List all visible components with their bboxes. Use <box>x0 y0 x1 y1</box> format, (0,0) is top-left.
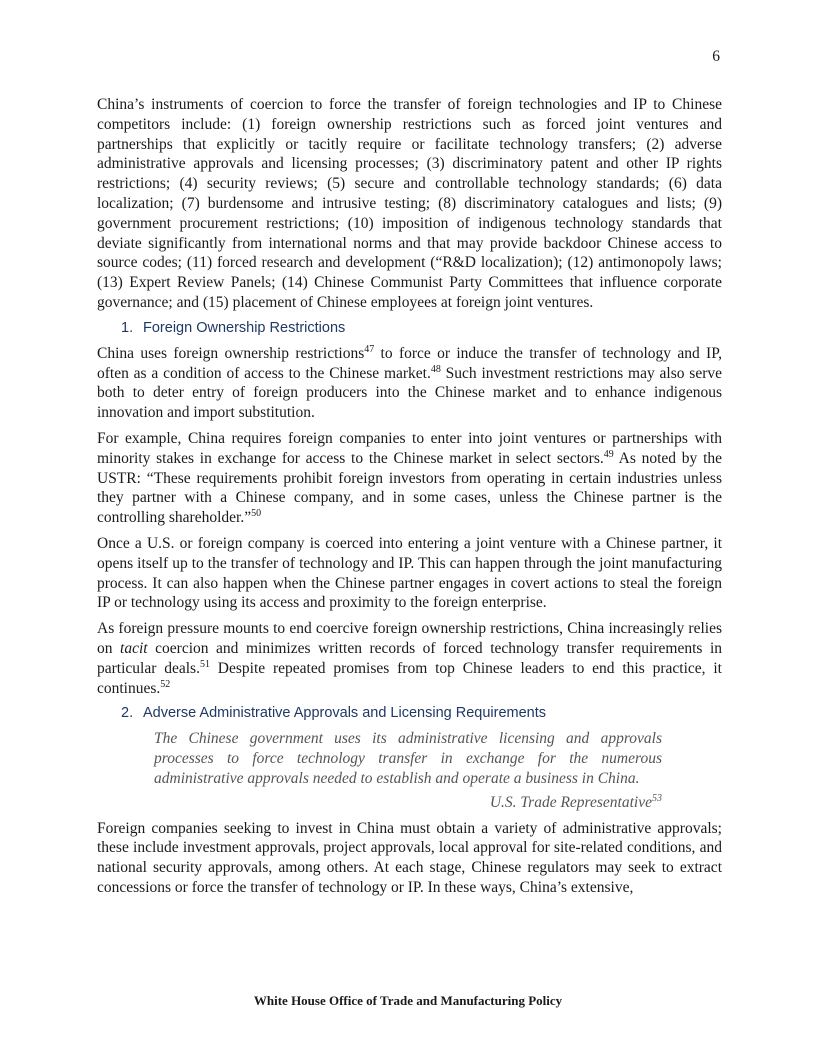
text-run: Such investment restrictions may also serve both to deter entry of foreign producers into the Chinese market and to enhance indigenous innovation and import substitution. <box>97 364 722 422</box>
footnote-ref: 47 <box>364 343 375 355</box>
paragraph <box>97 429 722 528</box>
section-title: Adverse Administrative Approvals and Licensing Requirements <box>143 705 546 722</box>
text-run: For example, China requires foreign companies to enter into joint ventures or partnerships with minority stakes in exchange for access to the Chinese market in select sectors. <box>97 429 722 467</box>
text-run: to force or induce the transfer of technology and IP, often as a condition of access to the Chinese market. <box>97 344 722 382</box>
section-number: 1. <box>121 319 134 336</box>
footnote-ref: 53 <box>652 792 662 804</box>
footnote-ref: 49 <box>603 448 614 460</box>
paragraph: Foreign companies seeking to invest in China must obtain a variety of administrative approvals; these include investment approvals, project approvals, local approval for site-related conditions, and national security approvals, among others. At each stage, Chinese regulators may seek to extract concessions or force the transfer of technology or IP. In these ways, China’s extensive, <box>97 819 722 896</box>
text-run: Despite repeated promises from top Chinese leaders to end this practice, it continues. <box>97 659 722 697</box>
footnote-ref: 52 <box>160 678 171 690</box>
section-title: Foreign Ownership Restrictions <box>143 319 346 336</box>
paragraph <box>97 344 722 423</box>
page-number: 6 <box>712 48 720 65</box>
footnote-ref: 51 <box>199 658 210 670</box>
section-heading-2 <box>97 704 722 723</box>
page-body <box>97 95 722 904</box>
emphasis: tacit <box>120 639 148 657</box>
section-heading-1 <box>97 319 722 338</box>
attribution-text: U.S. Trade Representative <box>489 793 652 811</box>
page-footer: White House Office of Trade and Manufacturing Policy <box>253 993 563 1008</box>
text-run: coercion and minimizes written records of forced technology transfer requirements in particular deals. <box>97 639 723 677</box>
footnote-ref: 50 <box>251 507 262 519</box>
intro-paragraph: China’s instruments of coercion to force the transfer of foreign technologies and IP to Chinese competitors include: (1) foreign ownership restrictions such as forced joint ventures and partnerships that explicitly or tacitly require or facilitate technology transfers; (2) adverse administrative approvals and licensing processes; (3) discriminatory patent and other IP rights restrictions; (4) security reviews; (5) secure and controllable technology standards; (6) data localization; (7) burdensome and intrusive testing; (8) discriminatory catalogues and lists; (9) government procurement restrictions; (10) imposition of indigenous technology standards that deviate significantly from international norms and that may provide backdoor Chinese access to source codes; (11) forced research and development (“R&D localization); (12) antimonopoly laws; (13) Expert Review Panels; (14) Chinese Communist Party Committees that influence corporate governance; and (15) placement of Chinese employees at foreign joint ventures. <box>97 96 722 311</box>
text-run: China uses foreign ownership restrictions <box>97 344 365 362</box>
text-run: As foreign pressure mounts to end coercive foreign ownership restrictions, China increasingly relies on <box>97 620 722 657</box>
block-quote: The Chinese government uses its administrative licensing and approvals processes to force technology transfer in exchange for the numerous administrative approvals needed to establish and operate a business in China. <box>154 730 662 787</box>
paragraph: Once a U.S. or foreign company is coerced into entering a joint venture with a Chinese partner, it opens itself up to the transfer of technology and IP. This can happen through the joint manufacturing process. It can also happen when the Chinese partner engages in covert actions to steal the foreign IP or technology using its access and proximity to the foreign enterprise. <box>97 534 722 612</box>
footnote-ref: 48 <box>430 363 441 375</box>
section-number: 2. <box>121 705 134 722</box>
paragraph <box>97 619 722 698</box>
quote-attribution <box>97 793 662 813</box>
text-run: As noted by the USTR: “These requirements prohibit foreign investors from operating in certain industries unless they partner with a Chinese company, and in some cases, unless the Chinese partner is the controlling shareholder.” <box>97 449 723 527</box>
